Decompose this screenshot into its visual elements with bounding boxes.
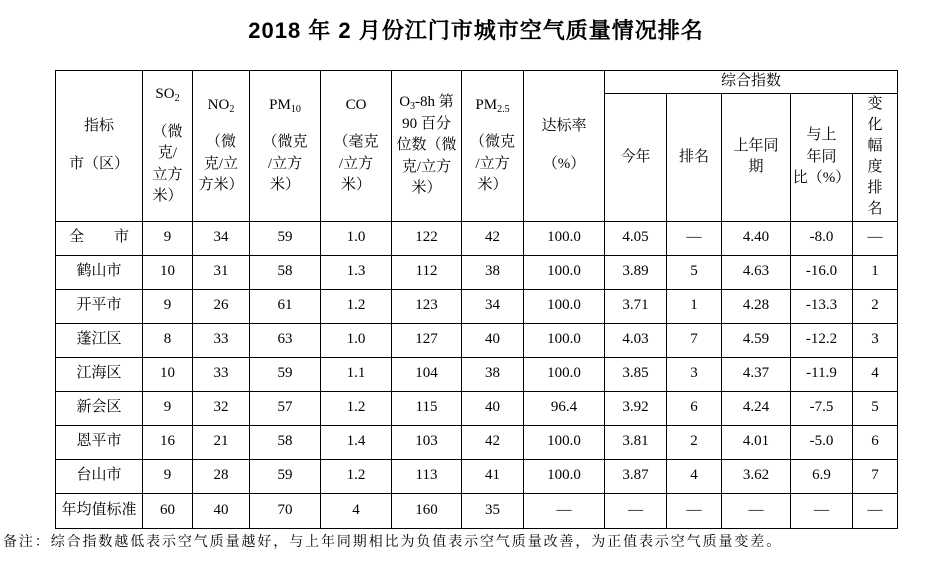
rank-value: 3 [667,357,722,391]
header-o3 [392,71,462,222]
header-indicator-label: 指标 [83,118,114,135]
pm25-label [462,95,523,117]
composite-index-value: 4.03 [605,323,667,357]
no2-subscript: 2 [229,103,235,115]
compliance-rate-value: — [524,493,605,528]
district-name: 恩平市 [56,425,143,459]
change-rank-value: — [853,221,898,255]
so2-value: 8 [143,323,193,357]
no2-unit-line: 克/立 [203,155,239,172]
yoy-change-value: -7.5 [791,391,853,425]
yoy-change-value: -16.0 [791,255,853,289]
pm25-value: 41 [462,459,524,493]
o3-value: 127 [392,323,462,357]
yoy-change-value: -13.3 [791,289,853,323]
last-year-index-value: 4.24 [722,391,791,425]
yoy-change-value: — [791,493,853,528]
o3-value: 123 [392,289,462,323]
so2-value: 60 [143,493,193,528]
no2-value: 28 [193,459,250,493]
table-row [56,459,898,493]
co-value: 1.0 [321,221,392,255]
compliance-rate-value: 100.0 [524,221,605,255]
table-row [56,323,898,357]
o3-label [392,92,461,114]
compliance-rate-value: 100.0 [524,357,605,391]
co-unit-line: （毫克 [333,134,379,151]
header-last-year [722,94,791,222]
rank-value: 7 [667,323,722,357]
no2-value: 21 [193,425,250,459]
pm10-value: 57 [250,391,321,425]
so2-formula: SO [155,86,175,102]
no2-label [193,95,249,117]
change-rank-value: 2 [853,289,898,323]
header-this-year: 今年 [605,94,667,222]
pm10-unit-line: /立方 [267,155,303,172]
co-unit-line: /立方 [338,155,374,172]
co-value: 4 [321,493,392,528]
no2-value: 32 [193,391,250,425]
o3-value: 113 [392,459,462,493]
o3-subscript: 3 [410,101,416,112]
pm25-value: 35 [462,493,524,528]
header-indicator [56,71,143,222]
compliance-rate-unit: （%） [542,155,586,172]
co-value: 1.0 [321,323,392,357]
rank-value: 6 [667,391,722,425]
composite-index-value: 3.81 [605,425,667,459]
pm10-value: 59 [250,459,321,493]
o3-label-line: 90 百分 [402,115,451,132]
o3-label-line: 位数（微 [396,137,457,153]
yoy-label-line: 比（%） [792,170,851,186]
pm25-value: 42 [462,425,524,459]
yoy-change-value: -12.2 [791,323,853,357]
so2-value: 9 [143,459,193,493]
header-row-main [56,71,898,94]
compliance-rate-value: 100.0 [524,289,605,323]
composite-index-value: — [605,493,667,528]
so2-unit-line: 米） [152,188,183,204]
change-rank-value: 1 [853,255,898,289]
yoy-change-value: -5.0 [791,425,853,459]
so2-value: 16 [143,425,193,459]
header-yoy [791,94,853,222]
so2-unit-line: 克/ [157,145,178,161]
compliance-rate-label: 达标率 [541,118,587,135]
pm25-value: 38 [462,255,524,289]
composite-index-value: 4.05 [605,221,667,255]
air-quality-ranking-table [55,70,898,529]
so2-label [143,84,192,106]
no2-value: 33 [193,357,250,391]
yoy-label-line: 与上 [806,127,837,143]
table-row [56,425,898,459]
change-rank-value: 6 [853,425,898,459]
header-rank: 排名 [667,94,722,222]
last-year-index-value: 4.28 [722,289,791,323]
change-rank-value: 5 [853,391,898,425]
pm25-value: 40 [462,323,524,357]
table-row [56,391,898,425]
o3-value: 103 [392,425,462,459]
co-unit-line: 米） [340,177,371,194]
header-pm10 [250,71,321,222]
district-name: 开平市 [56,289,143,323]
composite-index-value: 3.71 [605,289,667,323]
last-year-index-value: 4.63 [722,255,791,289]
co-value: 1.1 [321,357,392,391]
o3-value: 160 [392,493,462,528]
district-name: 年均值标准 [56,493,143,528]
last-year-label-line: 上年同 [733,137,779,154]
table-row [56,357,898,391]
district-name: 新会区 [56,391,143,425]
no2-value: 34 [193,221,250,255]
no2-formula: NO [207,96,230,113]
compliance-rate-value: 100.0 [524,425,605,459]
o3-formula: O [399,94,411,110]
no2-value: 40 [193,493,250,528]
last-year-index-value: — [722,493,791,528]
compliance-rate-value: 100.0 [524,255,605,289]
header-co [321,71,392,222]
pm25-value: 38 [462,357,524,391]
no2-value: 33 [193,323,250,357]
last-year-index-value: 4.59 [722,323,791,357]
pm10-value: 59 [250,221,321,255]
co-value: 1.2 [321,391,392,425]
header-no2 [193,71,250,222]
header-change-rank [853,94,898,222]
composite-index-value: 3.85 [605,357,667,391]
pm25-unit-line: 米） [477,177,508,194]
page-title: 2018 年 2 月份江门市城市空气质量情况排名 [248,18,704,43]
rank-value: — [667,221,722,255]
co-value: 1.2 [321,459,392,493]
so2-value: 10 [143,357,193,391]
district-name: 全 市 [56,221,143,255]
rank-value: 5 [667,255,722,289]
co-value: 1.4 [321,425,392,459]
rank-value: 2 [667,425,722,459]
so2-value: 9 [143,221,193,255]
pm25-subscript: 2.5 [497,103,510,115]
no2-value: 31 [193,255,250,289]
rank-value: 1 [667,289,722,323]
last-year-label-line: 期 [748,159,764,176]
pm10-value: 61 [250,289,321,323]
compliance-rate-value: 100.0 [524,323,605,357]
pm10-value: 58 [250,255,321,289]
pm10-formula: PM [269,96,291,113]
so2-value: 10 [143,255,193,289]
header-compliance-rate [524,71,605,222]
change-rank-value: 7 [853,459,898,493]
last-year-index-value: 4.37 [722,357,791,391]
header-so2 [143,71,193,222]
change-rank-value: 3 [853,323,898,357]
header-pm25 [462,71,524,222]
table-row [56,255,898,289]
no2-unit-line: （微 [205,134,236,151]
composite-index-value: 3.92 [605,391,667,425]
last-year-index-value: 4.40 [722,221,791,255]
district-name: 蓬江区 [56,323,143,357]
co-label: CO [345,96,367,113]
header-composite-index: 综合指数 [605,71,898,94]
district-name: 台山市 [56,459,143,493]
compliance-rate-value: 96.4 [524,391,605,425]
no2-value: 26 [193,289,250,323]
so2-value: 9 [143,391,193,425]
pm10-value: 59 [250,357,321,391]
o3-value: 115 [392,391,462,425]
change-rank-label: 变化幅度排名 [867,96,883,217]
district-name: 鹤山市 [56,255,143,289]
pm10-value: 70 [250,493,321,528]
pm10-value: 63 [250,323,321,357]
pm25-value: 42 [462,221,524,255]
district-name: 江海区 [56,357,143,391]
o3-value: 112 [392,255,462,289]
pm25-value: 34 [462,289,524,323]
pm25-unit-line: /立方 [475,155,510,172]
composite-index-value: 3.87 [605,459,667,493]
yoy-change-value: -8.0 [791,221,853,255]
o3-label-line: 米） [411,180,442,196]
change-rank-value: — [853,493,898,528]
compliance-rate-value: 100.0 [524,459,605,493]
pm25-value: 40 [462,391,524,425]
so2-subscript: 2 [174,93,180,104]
o3-value: 104 [392,357,462,391]
yoy-change-value: -11.9 [791,357,853,391]
pm25-unit-line: （微克 [469,134,515,151]
change-rank-value: 4 [853,357,898,391]
pm25-formula: PM [475,96,498,113]
so2-value: 9 [143,289,193,323]
o3-value: 122 [392,221,462,255]
no2-unit-line: 方米） [198,177,244,194]
pm10-value: 58 [250,425,321,459]
yoy-change-value: 6.9 [791,459,853,493]
composite-index-value: 3.89 [605,255,667,289]
footnote: 备注：综合指数越低表示空气质量越好，与上年同期相比为负值表示空气质量改善，为正值表示空气质量变差。 [3,535,783,550]
table-row-standard [56,493,898,528]
rank-value: 4 [667,459,722,493]
last-year-index-value: 4.01 [722,425,791,459]
table-row [56,289,898,323]
o3-label-rest: -8h 第 [415,94,454,110]
header-district-label: 市（区） [68,155,129,172]
so2-unit-line: 立方 [152,166,183,183]
o3-label-line: 克/立方 [401,158,452,175]
pm10-unit-line: 米） [269,177,300,194]
yoy-label-line: 年同 [806,148,837,165]
rank-value: — [667,493,722,528]
pm10-subscript: 10 [290,103,301,115]
so2-unit-line: （微 [152,123,183,140]
last-year-index-value: 3.62 [722,459,791,493]
pm10-unit-line: （微克 [262,134,308,151]
pm10-label [250,95,320,117]
table-row [56,221,898,255]
co-value: 1.2 [321,289,392,323]
co-value: 1.3 [321,255,392,289]
